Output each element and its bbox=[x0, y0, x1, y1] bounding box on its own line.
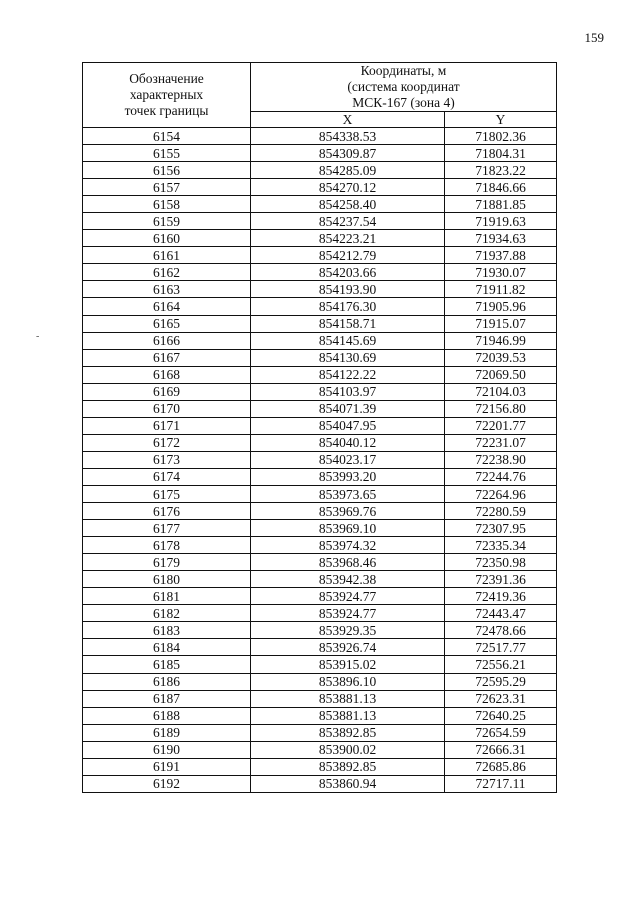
y-coordinate-cell: 72391.36 bbox=[445, 571, 557, 588]
point-id-cell: 6155 bbox=[83, 145, 251, 162]
point-id-cell: 6161 bbox=[83, 247, 251, 264]
coordinates-header bbox=[251, 63, 557, 112]
y-coordinate-cell: 72350.98 bbox=[445, 554, 557, 571]
point-id-cell: 6164 bbox=[83, 298, 251, 315]
x-coordinate-cell: 853968.46 bbox=[251, 554, 445, 571]
x-coordinate-cell: 854103.97 bbox=[251, 383, 445, 400]
y-coordinate-cell: 71937.88 bbox=[445, 247, 557, 264]
x-coordinate-cell: 854145.69 bbox=[251, 332, 445, 349]
coords-header-line: (система координат bbox=[347, 79, 460, 94]
y-coordinate-cell: 72717.11 bbox=[445, 775, 557, 792]
coordinates-table bbox=[82, 62, 557, 793]
table-row bbox=[83, 128, 557, 145]
point-id-cell: 6182 bbox=[83, 605, 251, 622]
table-row bbox=[83, 639, 557, 656]
x-coordinate-cell: 853993.20 bbox=[251, 468, 445, 485]
table-row bbox=[83, 281, 557, 298]
table-row bbox=[83, 503, 557, 520]
table-row bbox=[83, 622, 557, 639]
x-coordinate-cell: 854023.17 bbox=[251, 451, 445, 468]
point-id-cell: 6189 bbox=[83, 724, 251, 741]
x-coordinate-cell: 854285.09 bbox=[251, 162, 445, 179]
x-coordinate-cell: 854047.95 bbox=[251, 417, 445, 434]
point-id-cell: 6166 bbox=[83, 332, 251, 349]
x-coordinate-cell: 854193.90 bbox=[251, 281, 445, 298]
y-coordinate-cell: 72517.77 bbox=[445, 639, 557, 656]
point-id-cell: 6170 bbox=[83, 400, 251, 417]
y-coordinate-cell: 71804.31 bbox=[445, 145, 557, 162]
point-id-cell: 6187 bbox=[83, 690, 251, 707]
table-body bbox=[83, 128, 557, 793]
x-column-header: X bbox=[251, 112, 445, 128]
y-coordinate-cell: 72104.03 bbox=[445, 383, 557, 400]
x-coordinate-cell: 854338.53 bbox=[251, 128, 445, 145]
table-row bbox=[83, 196, 557, 213]
point-id-cell: 6168 bbox=[83, 366, 251, 383]
y-coordinate-cell: 71934.63 bbox=[445, 230, 557, 247]
table-row bbox=[83, 520, 557, 537]
y-coordinate-cell: 71915.07 bbox=[445, 315, 557, 332]
table-row bbox=[83, 247, 557, 264]
table-row bbox=[83, 383, 557, 400]
point-id-cell: 6175 bbox=[83, 485, 251, 502]
x-coordinate-cell: 853860.94 bbox=[251, 775, 445, 792]
x-coordinate-cell: 854071.39 bbox=[251, 400, 445, 417]
point-id-cell: 6171 bbox=[83, 417, 251, 434]
point-id-cell: 6159 bbox=[83, 213, 251, 230]
table-row bbox=[83, 673, 557, 690]
point-id-cell: 6181 bbox=[83, 588, 251, 605]
point-id-cell: 6165 bbox=[83, 315, 251, 332]
point-id-cell: 6183 bbox=[83, 622, 251, 639]
y-coordinate-cell: 72443.47 bbox=[445, 605, 557, 622]
point-id-cell: 6192 bbox=[83, 775, 251, 792]
point-id-cell: 6179 bbox=[83, 554, 251, 571]
y-coordinate-cell: 72039.53 bbox=[445, 349, 557, 366]
point-id-cell: 6174 bbox=[83, 468, 251, 485]
point-header-line: характерных bbox=[129, 87, 204, 102]
x-coordinate-cell: 853942.38 bbox=[251, 571, 445, 588]
x-coordinate-cell: 854203.66 bbox=[251, 264, 445, 281]
x-coordinate-cell: 854223.21 bbox=[251, 230, 445, 247]
table-row bbox=[83, 400, 557, 417]
point-id-cell: 6180 bbox=[83, 571, 251, 588]
point-id-cell: 6172 bbox=[83, 434, 251, 451]
x-coordinate-cell: 853892.85 bbox=[251, 724, 445, 741]
point-id-cell: 6176 bbox=[83, 503, 251, 520]
y-coordinate-cell: 72623.31 bbox=[445, 690, 557, 707]
x-coordinate-cell: 853900.02 bbox=[251, 741, 445, 758]
table-row bbox=[83, 758, 557, 775]
table-row bbox=[83, 588, 557, 605]
x-coordinate-cell: 853892.85 bbox=[251, 758, 445, 775]
x-coordinate-cell: 854270.12 bbox=[251, 179, 445, 196]
x-coordinate-cell: 854122.22 bbox=[251, 366, 445, 383]
y-coordinate-cell: 71823.22 bbox=[445, 162, 557, 179]
point-id-cell: 6167 bbox=[83, 349, 251, 366]
x-coordinate-cell: 853924.77 bbox=[251, 605, 445, 622]
table-row bbox=[83, 571, 557, 588]
table-row bbox=[83, 145, 557, 162]
point-id-cell: 6160 bbox=[83, 230, 251, 247]
y-coordinate-cell: 72419.36 bbox=[445, 588, 557, 605]
point-id-cell: 6154 bbox=[83, 128, 251, 145]
point-id-cell: 6163 bbox=[83, 281, 251, 298]
x-coordinate-cell: 854040.12 bbox=[251, 434, 445, 451]
table-row bbox=[83, 366, 557, 383]
point-id-cell: 6177 bbox=[83, 520, 251, 537]
table-row bbox=[83, 434, 557, 451]
x-coordinate-cell: 854212.79 bbox=[251, 247, 445, 264]
table-row bbox=[83, 213, 557, 230]
x-coordinate-cell: 853973.65 bbox=[251, 485, 445, 502]
y-coordinate-cell: 71905.96 bbox=[445, 298, 557, 315]
coords-header-line: Координаты, м bbox=[360, 63, 447, 78]
point-id-cell: 6186 bbox=[83, 673, 251, 690]
table-row bbox=[83, 724, 557, 741]
table-row bbox=[83, 707, 557, 724]
table-row bbox=[83, 537, 557, 554]
point-id-cell: 6158 bbox=[83, 196, 251, 213]
table-row bbox=[83, 468, 557, 485]
point-id-cell: 6157 bbox=[83, 179, 251, 196]
y-coordinate-cell: 72685.86 bbox=[445, 758, 557, 775]
point-id-cell: 6173 bbox=[83, 451, 251, 468]
y-coordinate-cell: 72335.34 bbox=[445, 537, 557, 554]
table-row bbox=[83, 451, 557, 468]
x-coordinate-cell: 853915.02 bbox=[251, 656, 445, 673]
point-id-cell: 6162 bbox=[83, 264, 251, 281]
table-row bbox=[83, 554, 557, 571]
table-row bbox=[83, 179, 557, 196]
y-coordinate-cell: 72595.29 bbox=[445, 673, 557, 690]
x-coordinate-cell: 854309.87 bbox=[251, 145, 445, 162]
y-coordinate-cell: 71911.82 bbox=[445, 281, 557, 298]
point-id-cell: 6169 bbox=[83, 383, 251, 400]
y-coordinate-cell: 72640.25 bbox=[445, 707, 557, 724]
point-id-cell: 6178 bbox=[83, 537, 251, 554]
page-number: 159 bbox=[584, 30, 604, 45]
point-id-cell: 6185 bbox=[83, 656, 251, 673]
x-coordinate-cell: 854258.40 bbox=[251, 196, 445, 213]
y-coordinate-cell: 72307.95 bbox=[445, 520, 557, 537]
table-row bbox=[83, 230, 557, 247]
y-coordinate-cell: 72201.77 bbox=[445, 417, 557, 434]
x-coordinate-cell: 854176.30 bbox=[251, 298, 445, 315]
point-header-line: точек границы bbox=[124, 103, 209, 118]
y-coordinate-cell: 71846.66 bbox=[445, 179, 557, 196]
y-coordinate-cell: 72666.31 bbox=[445, 741, 557, 758]
point-id-cell: 6188 bbox=[83, 707, 251, 724]
y-coordinate-cell: 71881.85 bbox=[445, 196, 557, 213]
table-row bbox=[83, 162, 557, 179]
y-coordinate-cell: 71802.36 bbox=[445, 128, 557, 145]
table-row bbox=[83, 264, 557, 281]
point-id-cell: 6190 bbox=[83, 741, 251, 758]
y-coordinate-cell: 72280.59 bbox=[445, 503, 557, 520]
margin-mark: - bbox=[36, 331, 40, 342]
table-row bbox=[83, 605, 557, 622]
y-coordinate-cell: 72264.96 bbox=[445, 485, 557, 502]
x-coordinate-cell: 853926.74 bbox=[251, 639, 445, 656]
table-row bbox=[83, 315, 557, 332]
y-coordinate-cell: 72238.90 bbox=[445, 451, 557, 468]
x-coordinate-cell: 853924.77 bbox=[251, 588, 445, 605]
x-coordinate-cell: 854237.54 bbox=[251, 213, 445, 230]
x-coordinate-cell: 853929.35 bbox=[251, 622, 445, 639]
point-designation-header bbox=[83, 63, 251, 128]
point-id-cell: 6191 bbox=[83, 758, 251, 775]
x-coordinate-cell: 854158.71 bbox=[251, 315, 445, 332]
table-row bbox=[83, 656, 557, 673]
table-row bbox=[83, 690, 557, 707]
table-row bbox=[83, 417, 557, 434]
y-coordinate-cell: 71919.63 bbox=[445, 213, 557, 230]
x-coordinate-cell: 853881.13 bbox=[251, 707, 445, 724]
y-coordinate-cell: 71946.99 bbox=[445, 332, 557, 349]
point-header-line: Обозначение bbox=[129, 71, 204, 86]
y-coordinate-cell: 72556.21 bbox=[445, 656, 557, 673]
y-coordinate-cell: 71930.07 bbox=[445, 264, 557, 281]
coords-header-line: МСК-167 (зона 4) bbox=[352, 95, 455, 110]
y-coordinate-cell: 72654.59 bbox=[445, 724, 557, 741]
table-row bbox=[83, 349, 557, 366]
y-coordinate-cell: 72069.50 bbox=[445, 366, 557, 383]
y-coordinate-cell: 72244.76 bbox=[445, 468, 557, 485]
table-row bbox=[83, 298, 557, 315]
y-column-header: Y bbox=[445, 112, 557, 128]
x-coordinate-cell: 853969.10 bbox=[251, 520, 445, 537]
x-coordinate-cell: 853881.13 bbox=[251, 690, 445, 707]
y-coordinate-cell: 72231.07 bbox=[445, 434, 557, 451]
table-header bbox=[83, 63, 557, 128]
x-coordinate-cell: 853969.76 bbox=[251, 503, 445, 520]
table-row bbox=[83, 332, 557, 349]
table-row bbox=[83, 485, 557, 502]
x-coordinate-cell: 853896.10 bbox=[251, 673, 445, 690]
point-id-cell: 6156 bbox=[83, 162, 251, 179]
point-id-cell: 6184 bbox=[83, 639, 251, 656]
x-coordinate-cell: 854130.69 bbox=[251, 349, 445, 366]
x-coordinate-cell: 853974.32 bbox=[251, 537, 445, 554]
table-row bbox=[83, 741, 557, 758]
y-coordinate-cell: 72478.66 bbox=[445, 622, 557, 639]
y-coordinate-cell: 72156.80 bbox=[445, 400, 557, 417]
table-row bbox=[83, 775, 557, 792]
